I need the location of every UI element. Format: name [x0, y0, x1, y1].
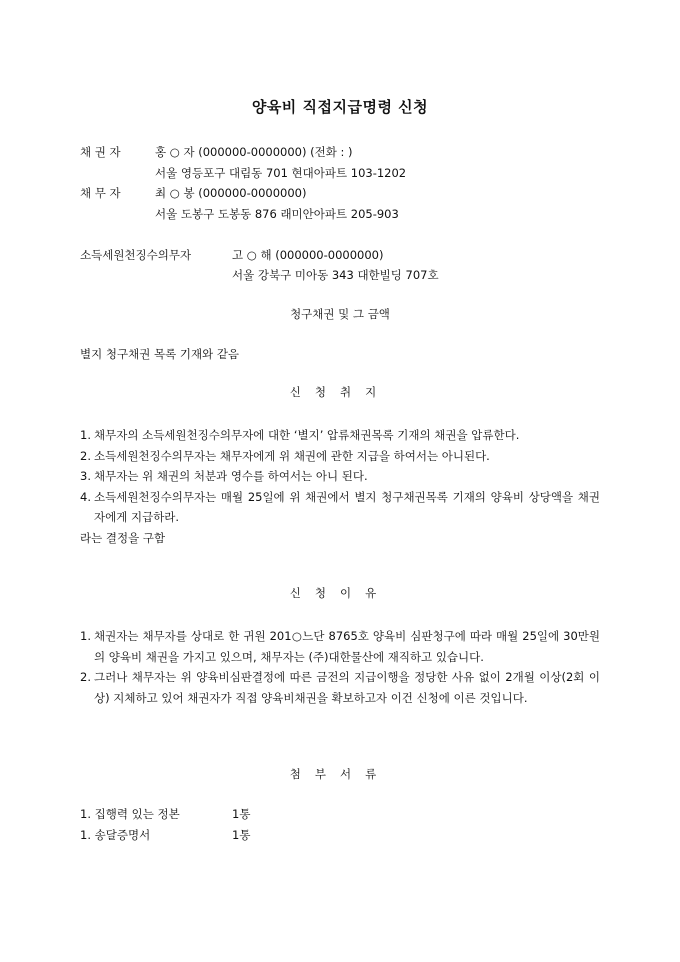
purpose-item-text: 채무자는 위 채권의 처분과 영수를 하여서는 아니 된다. [94, 469, 368, 483]
purpose-item [80, 487, 600, 528]
claim-text: 별지 청구채권 목록 기재와 같음 [80, 347, 240, 361]
creditor-name: 홍 ○ 자 (000000-0000000) (전화 : ) [155, 145, 353, 159]
purpose-item-text: 소득세원천징수의무자는 채무자에게 위 채권에 관한 지급을 하여서는 아니된다. [94, 448, 490, 463]
reason-item [80, 626, 600, 667]
reason-item [80, 667, 600, 708]
purpose-item-text: 소득세원천징수의무자는 매월 25일에 위 채권에서 별지 청구채권목록 기재의 양육비 상당액을 채권자에게 지급하라. [94, 489, 600, 524]
withholder-label: 소득세원천징수의무자 [80, 248, 192, 262]
reason-item-number: 1. [80, 629, 91, 643]
purpose-item-number: 1. [80, 428, 91, 442]
attachment-count: 1통 [232, 807, 251, 821]
creditor-label: 채 권 자 [80, 145, 121, 159]
purpose-closing: 라는 결정을 구함 [80, 530, 166, 545]
purpose-item-number: 2. [80, 448, 91, 463]
purpose-item-number: 4. [80, 489, 91, 504]
reason-item-text: 그러나 채무자는 위 양육비심판결정에 따른 금전의 지급이행을 정당한 사유 없이 2개월 이상(2회 이상) 지체하고 있어 채권자가 직접 양육비채권을 확보하고자 이건 신청에 이른 것입니다. [94, 670, 600, 705]
withholder-name: 고 ○ 해 (000000-0000000) [232, 248, 384, 262]
attachment-name: 1. 송달증명서 [80, 828, 151, 842]
purpose-heading: 신청취지 [289, 385, 391, 399]
purpose-list [80, 425, 600, 548]
purpose-item [80, 425, 600, 446]
purpose-item [80, 466, 600, 487]
claim-heading: 청구채권 및 그 금액 [290, 307, 390, 321]
debtor-address: 서울 도봉구 도봉동 876 래미안아파트 205-903 [155, 207, 399, 221]
reason-heading: 신청이유 [289, 586, 391, 600]
attachment-count: 1통 [232, 828, 251, 842]
withholder-address: 서울 강북구 미아동 343 대한빌딩 707호 [232, 268, 439, 282]
purpose-item [80, 446, 600, 467]
reason-list [80, 626, 600, 708]
debtor-name: 최 ○ 봉 (000000-0000000) [155, 186, 307, 200]
purpose-item-text: 채무자의 소득세원천징수의무자에 대한 ‘별지’ 압류채권목록 기재의 채권을 압류한다. [94, 428, 520, 442]
attachments-heading: 첨부서류 [289, 767, 391, 781]
debtor-label: 채 무 자 [80, 186, 121, 200]
purpose-item-number: 3. [80, 469, 91, 483]
reason-item-text: 채권자는 채무자를 상대로 한 귀원 201○느단 8765호 양육비 심판청구에 따라 매월 25일에 30만원의 양육비 채권을 가지고 있으며, 채무자는 (주)대한물산에 재직하고 있습니다. [94, 629, 600, 664]
document-title: 양육비 직접지급명령 신청 [251, 98, 429, 116]
attachment-name: 1. 집행력 있는 정본 [80, 807, 180, 821]
reason-item-number: 2. [80, 670, 91, 684]
creditor-address: 서울 영등포구 대림동 701 현대아파트 103-1202 [155, 166, 407, 180]
